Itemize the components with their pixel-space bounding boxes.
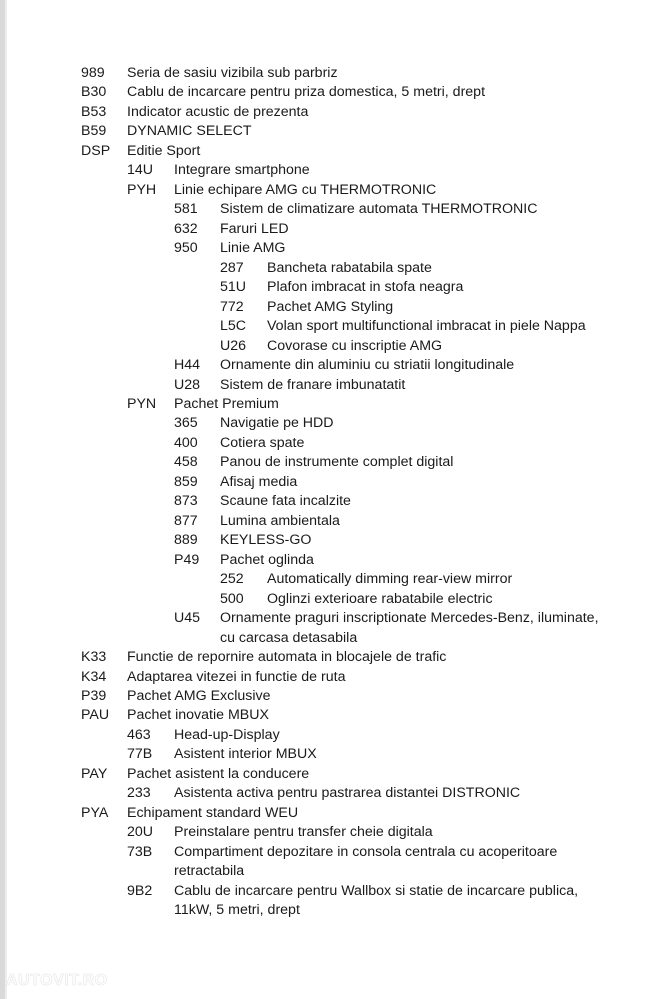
list-item: [0, 376, 666, 395]
option-description: Compartiment depozitare in consola centrala cu acoperitoare: [174, 843, 558, 860]
list-item: [0, 823, 666, 842]
option-code: PAY: [81, 765, 108, 782]
list-item: [0, 512, 666, 531]
option-description: Cablu de incarcare pentru priza domestica, 5 metri, drept: [127, 84, 486, 101]
list-item: [0, 551, 666, 570]
option-description: Pachet oglinda: [220, 551, 314, 568]
list-item: [0, 453, 666, 472]
list-item: [0, 200, 666, 219]
list-item: [0, 220, 666, 239]
list-item: [0, 356, 666, 375]
list-item: [0, 395, 666, 414]
list-item: [0, 103, 666, 122]
option-code: 632: [174, 220, 198, 237]
option-description: Functie de repornire automata in blocajele de trafic: [127, 649, 447, 666]
option-code: PYN: [127, 395, 157, 412]
option-code: L5C: [220, 318, 247, 335]
list-item: [0, 648, 666, 667]
list-item-continuation: [0, 901, 666, 920]
list-item: [0, 765, 666, 784]
option-code: B59: [81, 123, 107, 140]
list-item: [0, 473, 666, 492]
option-code: 20U: [127, 824, 154, 841]
option-description: Preinstalare pentru transfer cheie digitala: [174, 824, 433, 841]
option-code: K33: [81, 649, 107, 666]
option-code: 500: [220, 590, 244, 607]
option-description: Linie echipare AMG cu THERMOTRONIC: [174, 181, 437, 198]
option-code: 989: [81, 65, 105, 81]
option-description: Covorase cu inscriptie AMG: [267, 337, 443, 354]
option-code: DSP: [81, 142, 111, 159]
equipment-list: [0, 64, 666, 921]
option-code: P39: [81, 688, 107, 704]
list-item: [0, 239, 666, 258]
list-item: [0, 434, 666, 453]
list-item: [0, 687, 666, 706]
option-code: PYH: [127, 181, 157, 198]
option-code: 14U: [127, 162, 154, 179]
option-description: KEYLESS-GO: [220, 532, 312, 549]
option-code: 400: [174, 434, 198, 451]
list-item: [0, 882, 666, 901]
option-code: P49: [174, 551, 200, 568]
list-item: [0, 142, 666, 161]
list-item: [0, 745, 666, 764]
option-description: Cablu de incarcare pentru Wallbox si statie de incarcare publica,: [174, 882, 579, 899]
option-description: Automatically dimming rear-view mirror: [267, 571, 513, 588]
option-description: Cotiera spate: [220, 434, 305, 451]
option-description: Asistent interior MBUX: [174, 746, 317, 763]
option-description: Asistenta activa pentru pastrarea distantei DISTRONIC: [174, 785, 521, 802]
option-description: Echipament standard WEU: [127, 804, 299, 821]
list-item: [0, 64, 666, 83]
option-code: 73B: [127, 843, 153, 860]
option-description: 11kW, 5 metri, drept: [174, 902, 300, 919]
option-code: 458: [174, 454, 198, 471]
option-description: Integrare smartphone: [174, 162, 310, 179]
list-item: [0, 590, 666, 609]
option-description: DYNAMIC SELECT: [127, 123, 252, 140]
list-item: [0, 259, 666, 278]
list-item: [0, 83, 666, 102]
option-code: 950: [174, 240, 198, 257]
list-item: [0, 414, 666, 433]
list-item: [0, 278, 666, 297]
list-item-continuation: [0, 629, 666, 648]
list-item: [0, 161, 666, 180]
option-code: 581: [174, 201, 198, 218]
option-description: Volan sport multifunctional imbracat in piele Nappa: [267, 318, 586, 335]
option-description: Sistem de franare imbunatatit: [220, 376, 406, 393]
watermark-logo: AUTOVIT.RO: [6, 972, 108, 989]
option-code: PAU: [81, 707, 110, 724]
list-item: [0, 668, 666, 687]
option-description: Panou de instrumente complet digital: [220, 454, 454, 471]
option-code: 463: [127, 726, 151, 743]
option-description: Pachet Premium: [174, 395, 279, 412]
list-item: [0, 337, 666, 356]
list-item: [0, 784, 666, 803]
option-description: retractabila: [174, 863, 245, 880]
option-code: U28: [174, 376, 201, 393]
option-code: 365: [174, 415, 198, 432]
list-item: [0, 843, 666, 862]
option-description: Pachet asistent la conducere: [127, 765, 310, 782]
option-description: Adaptarea vitezei in functie de ruta: [127, 668, 346, 685]
option-description: Afisaj media: [220, 473, 298, 490]
option-code: B53: [81, 103, 107, 120]
option-code: U45: [174, 610, 201, 627]
option-description: Lumina ambientala: [220, 512, 340, 529]
option-description: Scaune fata incalzite: [220, 493, 351, 510]
option-description: Plafon imbracat in stofa neagra: [267, 279, 464, 296]
option-description: cu carcasa detasabila: [220, 629, 358, 646]
option-description: Seria de sasiu vizibila sub parbriz: [127, 65, 338, 81]
option-code: PYA: [81, 804, 109, 821]
list-item: [0, 531, 666, 550]
option-code: 51U: [220, 279, 247, 296]
option-description: Linie AMG: [220, 240, 286, 257]
option-description: Ornamente din aluminiu cu striatii longitudinale: [220, 357, 515, 374]
option-description: Pachet AMG Styling: [267, 298, 394, 315]
option-code: 772: [220, 298, 244, 315]
option-description: Sistem de climatizare automata THERMOTRONIC: [220, 201, 538, 218]
option-code: 877: [174, 512, 198, 529]
option-description: Head-up-Display: [174, 726, 280, 743]
list-item: [0, 492, 666, 511]
option-description: Pachet AMG Exclusive: [127, 688, 271, 704]
option-description: Pachet inovatie MBUX: [127, 707, 269, 724]
option-code: 77B: [127, 746, 153, 763]
option-description: Oglinzi exterioare rabatabile electric: [267, 590, 493, 607]
list-item: [0, 122, 666, 141]
list-item: [0, 609, 666, 628]
option-code: B30: [81, 84, 107, 101]
list-item: [0, 726, 666, 745]
list-item: [0, 570, 666, 589]
option-code: 287: [220, 259, 244, 276]
option-description: Ornamente praguri inscriptionate Mercedes-Benz, iluminate,: [220, 610, 599, 627]
list-item: [0, 298, 666, 317]
option-code: H44: [174, 357, 201, 374]
option-code: K34: [81, 668, 107, 685]
option-code: 233: [127, 785, 151, 802]
option-description: Indicator acustic de prezenta: [127, 103, 309, 120]
option-code: 252: [220, 571, 244, 588]
option-code: 873: [174, 493, 198, 510]
option-description: Navigatie pe HDD: [220, 415, 334, 432]
list-item: [0, 804, 666, 823]
list-item: [0, 706, 666, 725]
list-item: [0, 317, 666, 336]
list-item-continuation: [0, 862, 666, 881]
option-code: 859: [174, 473, 198, 490]
list-item: [0, 181, 666, 200]
option-code: 889: [174, 532, 198, 549]
option-description: Bancheta rabatabila spate: [267, 259, 432, 276]
option-description: Faruri LED: [220, 220, 289, 237]
option-code: 9B2: [127, 882, 153, 899]
option-code: U26: [220, 337, 247, 354]
option-description: Editie Sport: [127, 142, 201, 159]
